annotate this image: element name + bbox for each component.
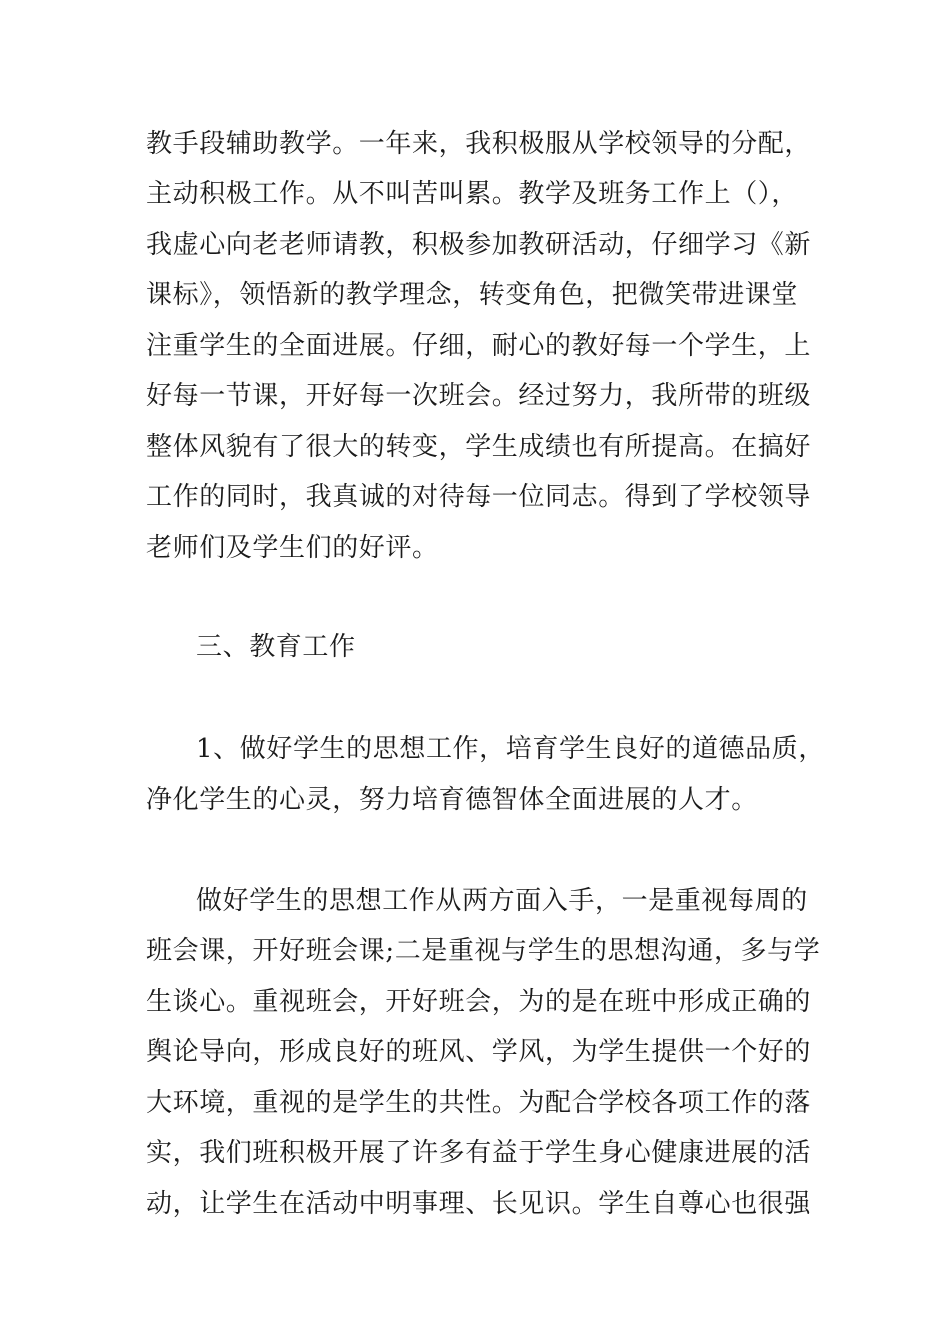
paragraph-3-line-1: 做好学生的思想工作从两方面入手，一是重视每周的: [196, 886, 808, 916]
paragraph-3-line-5: 大环境，重视的是学生的共性。为配合学校各项工作的落: [146, 1088, 812, 1118]
paragraph-1-line-3: 我虚心向老老师请教，积极参加教研活动，仔细学习《新: [146, 230, 812, 260]
paragraph-1-line-4: 课标》，领悟新的教学理念，转变角色，把微笑带进课堂: [146, 280, 799, 310]
paragraph-2-line-2: 净化学生的心灵，努力培育德智体全面进展的人才。: [146, 785, 758, 815]
paragraph-3-line-6: 实，我们班积极开展了许多有益于学生身心健康进展的活: [146, 1138, 812, 1168]
paragraph-1-line-5: 注重学生的全面进展。仔细，耐心的教好每一个学生，上: [146, 331, 812, 361]
section-heading: 三、教育工作: [196, 632, 356, 662]
paragraph-3-line-7: 动，让学生在活动中明事理、长见识。学生自尊心也很强: [146, 1189, 812, 1219]
paragraph-2-line-1: 1、做好学生的思想工作，培育学生良好的道德品质，: [196, 734, 825, 764]
paragraph-3-line-3: 生谈心。重视班会，开好班会，为的是在班中形成正确的: [146, 987, 812, 1017]
paragraph-1-line-8: 工作的同时，我真诚的对待每一位同志。得到了学校领导: [146, 482, 812, 512]
paragraph-3-line-4: 舆论导向，形成良好的班风、学风，为学生提供一个好的: [146, 1037, 812, 1067]
paragraph-1-line-6: 好每一节课，开好每一次班会。经过努力，我所带的班级: [146, 381, 812, 411]
paragraph-3-line-2: 班会课，开好班会课;二是重视与学生的思想沟通，多与学: [146, 936, 821, 966]
paragraph-1-line-1: 教手段辅助教学。一年来，我积极服从学校领导的分配，: [146, 129, 812, 159]
paragraph-1-line-9: 老师们及学生们的好评。: [146, 533, 439, 563]
paragraph-1-line-2: 主动积极工作。从不叫苦叫累。教学及班务工作上（），: [146, 179, 799, 209]
paragraph-1-line-7: 整体风貌有了很大的转变，学生成绩也有所提高。在搞好: [146, 432, 812, 462]
